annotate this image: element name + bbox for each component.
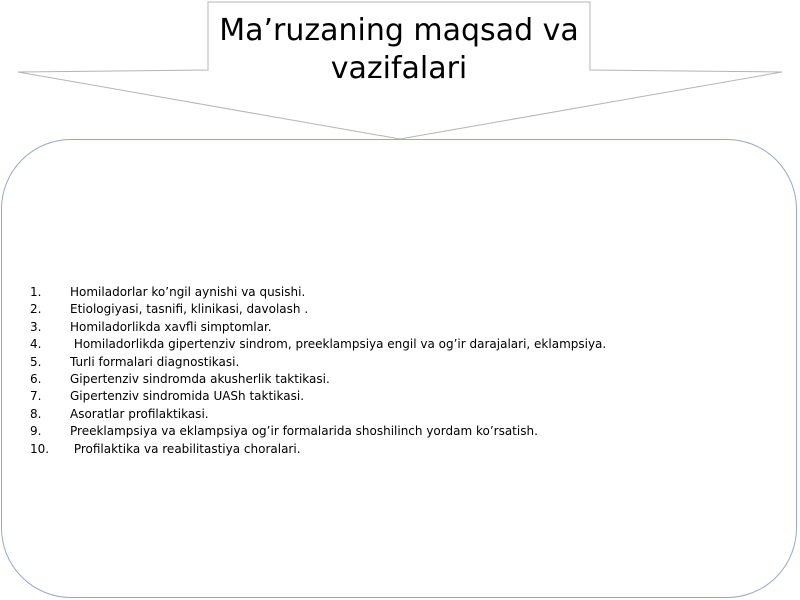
list-item — [30, 406, 606, 423]
list-item — [30, 301, 606, 318]
list-item-number: 8. — [30, 406, 42, 421]
list-item-number: 6. — [30, 371, 42, 386]
slide-title: Ma’ruzaning maqsad va vazifalari — [219, 13, 579, 86]
list-item — [30, 423, 606, 440]
list-item-text: Homiladorlar ko’ngil aynishi va qusishi. — [70, 285, 306, 299]
list-item — [30, 388, 606, 405]
list-item — [30, 441, 606, 458]
list-item — [30, 319, 606, 336]
list-item-text: Turli formalari diagnostikasi. — [70, 354, 240, 369]
lecture-goals-list — [30, 284, 606, 458]
list-item-number: 1. — [30, 285, 42, 299]
list-item-number: 7. — [30, 389, 42, 404]
list-item-text: Etiologiyasi, tasnifi, klinikasi, davolash . — [70, 302, 309, 317]
list-item-number: 4. — [30, 337, 42, 352]
list-item-text: Asoratlar profilaktikasi. — [70, 406, 209, 421]
list-item — [30, 354, 606, 371]
list-item-number: 9. — [30, 424, 42, 439]
list-item — [30, 336, 606, 353]
list-item-text: Gipertenziv sindromida UASh taktikasi. — [70, 389, 305, 404]
list-item-number: 2. — [30, 302, 42, 317]
list-item-text: Gipertenziv sindromda akusherlik taktikasi. — [70, 371, 330, 386]
list-item — [30, 284, 606, 301]
list-item-text: Profilaktika va reabilitastiya choralari. — [70, 441, 301, 456]
list-item-number: 10. — [30, 441, 50, 456]
list-item-number: 5. — [30, 354, 42, 369]
list-item-text: Homiladorlikda gipertenziv sindrom, preeklampsiya engil va og’ir darajalari, eklampsiya. — [70, 337, 607, 352]
list-item-number: 3. — [30, 319, 42, 334]
list-item — [30, 371, 606, 388]
list-item-text: Homiladorlikda xavfli simptomlar. — [70, 319, 272, 334]
list-item-text: Preeklampsiya va eklampsiya og’ir formalarida shoshilinch yordam ko’rsatish. — [70, 424, 538, 439]
